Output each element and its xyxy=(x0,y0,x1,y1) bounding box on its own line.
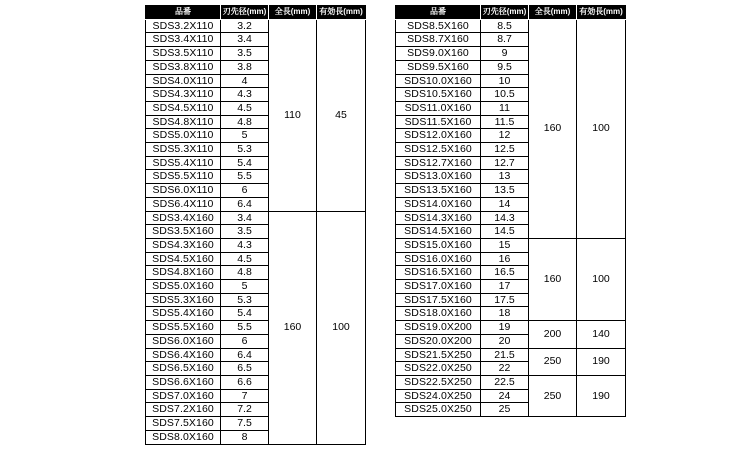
spec-table-left xyxy=(145,5,366,445)
tip-diameter-cell: 8.5 xyxy=(481,19,529,33)
table-row xyxy=(396,348,626,362)
tip-diameter-cell: 15 xyxy=(481,238,529,252)
part-number-cell: SDS14.5X160 xyxy=(396,225,481,239)
part-number-cell: SDS9.5X160 xyxy=(396,60,481,74)
tip-diameter-cell: 6.6 xyxy=(221,375,269,389)
part-number-cell: SDS10.0X160 xyxy=(396,74,481,88)
part-number-cell: SDS22.0X250 xyxy=(396,362,481,376)
tip-diameter-cell: 22.5 xyxy=(481,375,529,389)
part-number-cell: SDS14.3X160 xyxy=(396,211,481,225)
part-number-cell: SDS10.5X160 xyxy=(396,88,481,102)
part-number-cell: SDS16.0X160 xyxy=(396,252,481,266)
part-number-cell: SDS5.0X160 xyxy=(146,280,221,294)
total-length-cell: 160 xyxy=(529,19,577,238)
tip-diameter-cell: 17 xyxy=(481,280,529,294)
part-number-cell: SDS3.2X110 xyxy=(146,19,221,33)
tip-diameter-cell: 22 xyxy=(481,362,529,376)
total-length-cell: 200 xyxy=(529,321,577,348)
effective-length-cell: 190 xyxy=(577,375,626,416)
part-number-cell: SDS8.7X160 xyxy=(396,33,481,47)
tip-diameter-cell: 16.5 xyxy=(481,266,529,280)
tip-diameter-cell: 20 xyxy=(481,334,529,348)
tip-diameter-cell: 7.2 xyxy=(221,403,269,417)
tip-diameter-cell: 8.7 xyxy=(481,33,529,47)
tip-diameter-cell: 10 xyxy=(481,74,529,88)
tip-diameter-cell: 4.3 xyxy=(221,88,269,102)
tip-diameter-cell: 5.5 xyxy=(221,170,269,184)
spec-table-right xyxy=(395,5,626,417)
part-number-cell: SDS5.0X110 xyxy=(146,129,221,143)
total-length-cell: 250 xyxy=(529,348,577,375)
tip-diameter-cell: 3.2 xyxy=(221,19,269,33)
tip-diameter-cell: 11.5 xyxy=(481,115,529,129)
part-number-cell: SDS5.5X110 xyxy=(146,170,221,184)
part-number-cell: SDS19.0X200 xyxy=(396,321,481,335)
header-total-length: 全長(mm) xyxy=(529,6,577,20)
part-number-cell: SDS5.4X110 xyxy=(146,156,221,170)
part-number-cell: SDS8.0X160 xyxy=(146,430,221,444)
part-number-cell: SDS5.5X160 xyxy=(146,321,221,335)
tip-diameter-cell: 8 xyxy=(221,430,269,444)
tip-diameter-cell: 13 xyxy=(481,170,529,184)
part-number-cell: SDS16.5X160 xyxy=(396,266,481,280)
part-number-cell: SDS4.5X160 xyxy=(146,252,221,266)
table-row xyxy=(396,375,626,389)
tip-diameter-cell: 12.7 xyxy=(481,156,529,170)
tip-diameter-cell: 14 xyxy=(481,197,529,211)
header-effective-length: 有効長(mm) xyxy=(577,6,626,20)
tip-diameter-cell: 19 xyxy=(481,321,529,335)
part-number-cell: SDS14.0X160 xyxy=(396,197,481,211)
part-number-cell: SDS3.8X110 xyxy=(146,60,221,74)
part-number-cell: SDS6.0X160 xyxy=(146,334,221,348)
tip-diameter-cell: 4.8 xyxy=(221,115,269,129)
tip-diameter-cell: 24 xyxy=(481,389,529,403)
part-number-cell: SDS3.5X160 xyxy=(146,225,221,239)
tip-diameter-cell: 6.4 xyxy=(221,197,269,211)
tip-diameter-cell: 4 xyxy=(221,74,269,88)
table-row xyxy=(396,238,626,252)
part-number-cell: SDS11.5X160 xyxy=(396,115,481,129)
part-number-cell: SDS18.0X160 xyxy=(396,307,481,321)
part-number-cell: SDS4.8X160 xyxy=(146,266,221,280)
tip-diameter-cell: 18 xyxy=(481,307,529,321)
tip-diameter-cell: 5.3 xyxy=(221,143,269,157)
tip-diameter-cell: 25 xyxy=(481,403,529,417)
total-length-cell: 160 xyxy=(269,211,317,444)
tip-diameter-cell: 9 xyxy=(481,47,529,61)
part-number-cell: SDS3.4X110 xyxy=(146,33,221,47)
table-row xyxy=(146,19,366,33)
part-number-cell: SDS8.5X160 xyxy=(396,19,481,33)
tip-diameter-cell: 5 xyxy=(221,129,269,143)
part-number-cell: SDS6.6X160 xyxy=(146,375,221,389)
tip-diameter-cell: 7.5 xyxy=(221,417,269,431)
table-body xyxy=(146,19,366,444)
total-length-cell: 110 xyxy=(269,19,317,211)
tip-diameter-cell: 21.5 xyxy=(481,348,529,362)
part-number-cell: SDS7.0X160 xyxy=(146,389,221,403)
part-number-cell: SDS6.4X160 xyxy=(146,348,221,362)
part-number-cell: SDS7.5X160 xyxy=(146,417,221,431)
effective-length-cell: 100 xyxy=(577,19,626,238)
part-number-cell: SDS6.4X110 xyxy=(146,197,221,211)
tip-diameter-cell: 14.5 xyxy=(481,225,529,239)
header-part-number: 品番 xyxy=(396,6,481,20)
part-number-cell: SDS4.3X110 xyxy=(146,88,221,102)
part-number-cell: SDS4.8X110 xyxy=(146,115,221,129)
part-number-cell: SDS12.7X160 xyxy=(396,156,481,170)
part-number-cell: SDS3.5X110 xyxy=(146,47,221,61)
tip-diameter-cell: 5.3 xyxy=(221,293,269,307)
part-number-cell: SDS13.0X160 xyxy=(396,170,481,184)
part-number-cell: SDS20.0X200 xyxy=(396,334,481,348)
part-number-cell: SDS5.4X160 xyxy=(146,307,221,321)
header-part-number: 品番 xyxy=(146,6,221,20)
tip-diameter-cell: 13.5 xyxy=(481,184,529,198)
tip-diameter-cell: 16 xyxy=(481,252,529,266)
part-number-cell: SDS9.0X160 xyxy=(396,47,481,61)
part-number-cell: SDS3.4X160 xyxy=(146,211,221,225)
total-length-cell: 250 xyxy=(529,375,577,416)
table-header-row xyxy=(146,6,366,20)
table-row xyxy=(396,19,626,33)
part-number-cell: SDS5.3X160 xyxy=(146,293,221,307)
tip-diameter-cell: 6.4 xyxy=(221,348,269,362)
tip-diameter-cell: 6 xyxy=(221,334,269,348)
tip-diameter-cell: 5.5 xyxy=(221,321,269,335)
part-number-cell: SDS4.0X110 xyxy=(146,74,221,88)
tip-diameter-cell: 9.5 xyxy=(481,60,529,74)
tip-diameter-cell: 5.4 xyxy=(221,307,269,321)
part-number-cell: SDS17.5X160 xyxy=(396,293,481,307)
part-number-cell: SDS4.3X160 xyxy=(146,238,221,252)
tip-diameter-cell: 10.5 xyxy=(481,88,529,102)
part-number-cell: SDS4.5X110 xyxy=(146,101,221,115)
tip-diameter-cell: 17.5 xyxy=(481,293,529,307)
tip-diameter-cell: 3.4 xyxy=(221,33,269,47)
part-number-cell: SDS22.5X250 xyxy=(396,375,481,389)
tip-diameter-cell: 4.5 xyxy=(221,101,269,115)
tip-diameter-cell: 11 xyxy=(481,101,529,115)
part-number-cell: SDS11.0X160 xyxy=(396,101,481,115)
part-number-cell: SDS25.0X250 xyxy=(396,403,481,417)
effective-length-cell: 140 xyxy=(577,321,626,348)
tip-diameter-cell: 5.4 xyxy=(221,156,269,170)
tip-diameter-cell: 7 xyxy=(221,389,269,403)
effective-length-cell: 100 xyxy=(577,238,626,320)
part-number-cell: SDS24.0X250 xyxy=(396,389,481,403)
table-body xyxy=(396,19,626,416)
part-number-cell: SDS21.5X250 xyxy=(396,348,481,362)
part-number-cell: SDS15.0X160 xyxy=(396,238,481,252)
part-number-cell: SDS12.0X160 xyxy=(396,129,481,143)
total-length-cell: 160 xyxy=(529,238,577,320)
part-number-cell: SDS12.5X160 xyxy=(396,143,481,157)
table-row xyxy=(396,321,626,335)
tip-diameter-cell: 14.3 xyxy=(481,211,529,225)
tip-diameter-cell: 4.3 xyxy=(221,238,269,252)
tip-diameter-cell: 5 xyxy=(221,280,269,294)
header-tip-diameter: 刃先径(mm) xyxy=(481,6,529,20)
table-header-row xyxy=(396,6,626,20)
tip-diameter-cell: 3.4 xyxy=(221,211,269,225)
table-row xyxy=(146,211,366,225)
tip-diameter-cell: 6 xyxy=(221,184,269,198)
tip-diameter-cell: 4.8 xyxy=(221,266,269,280)
effective-length-cell: 100 xyxy=(317,211,366,444)
tip-diameter-cell: 6.5 xyxy=(221,362,269,376)
part-number-cell: SDS5.3X110 xyxy=(146,143,221,157)
tip-diameter-cell: 12.5 xyxy=(481,143,529,157)
part-number-cell: SDS6.5X160 xyxy=(146,362,221,376)
header-tip-diameter: 刃先径(mm) xyxy=(221,6,269,20)
tip-diameter-cell: 3.5 xyxy=(221,225,269,239)
tip-diameter-cell: 12 xyxy=(481,129,529,143)
tip-diameter-cell: 3.5 xyxy=(221,47,269,61)
part-number-cell: SDS13.5X160 xyxy=(396,184,481,198)
tip-diameter-cell: 3.8 xyxy=(221,60,269,74)
header-total-length: 全長(mm) xyxy=(269,6,317,20)
effective-length-cell: 45 xyxy=(317,19,366,211)
part-number-cell: SDS17.0X160 xyxy=(396,280,481,294)
effective-length-cell: 190 xyxy=(577,348,626,375)
header-effective-length: 有効長(mm) xyxy=(317,6,366,20)
part-number-cell: SDS6.0X110 xyxy=(146,184,221,198)
part-number-cell: SDS7.2X160 xyxy=(146,403,221,417)
tip-diameter-cell: 4.5 xyxy=(221,252,269,266)
